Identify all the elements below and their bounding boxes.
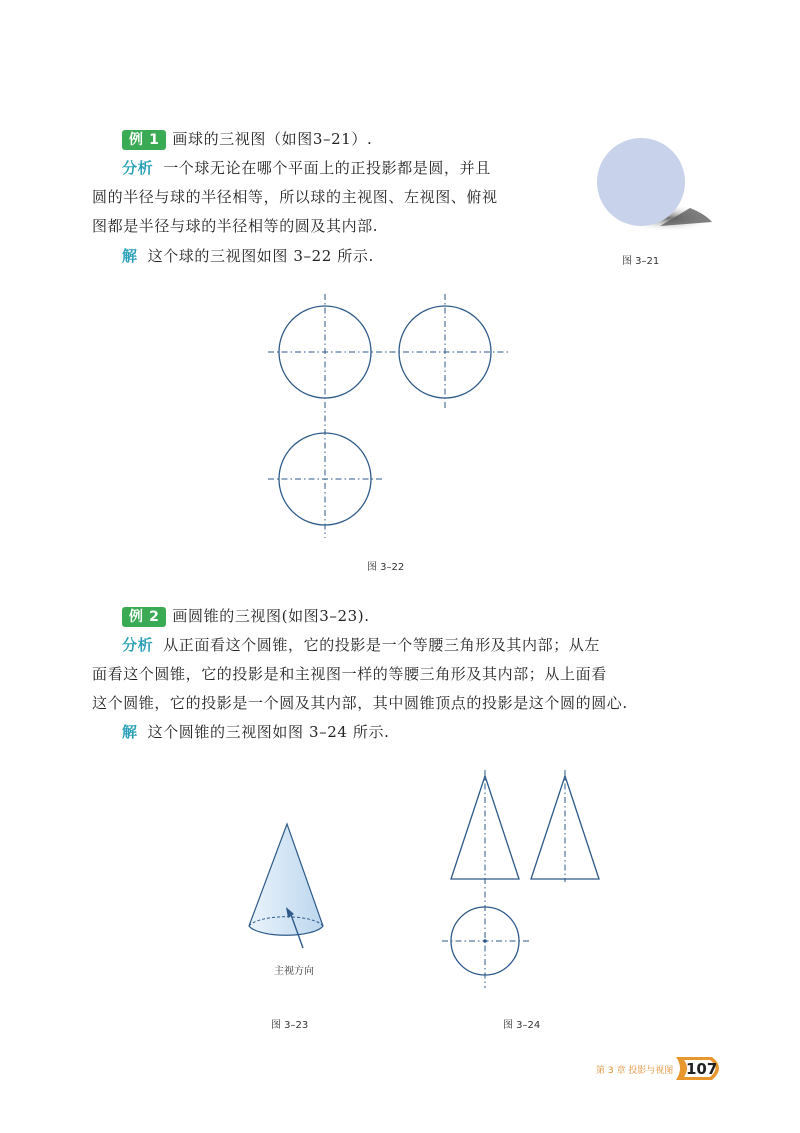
fig3-22-caption: 图 3–22	[367, 562, 405, 573]
example1-analysis-label: 分析	[122, 159, 154, 177]
example2-title: 画圆锥的三视图(如图3–23).	[172, 607, 370, 625]
example2-solution-text: 这个圆锥的三视图如图 3–24 所示.	[147, 723, 390, 741]
example1-analysis-text1: 一个球无论在哪个平面上的正投影都是圆，并且	[163, 159, 491, 177]
example1-analysis-line3: 图都是半径与球的半径相等的圆及其内部.	[92, 217, 379, 235]
fig3-24-caption: 图 3–24	[503, 1020, 541, 1031]
fig3-23-caption: 图 3–23	[271, 1020, 309, 1031]
example1-solution-label: 解	[122, 247, 138, 265]
example2-analysis-text1: 从正面看这个圆锥，它的投影是一个等腰三角形及其内部；从左	[163, 636, 601, 654]
example1-badge: 例 1	[122, 130, 166, 150]
example2-analysis-line1	[122, 634, 600, 656]
example2-solution-label: 解	[122, 723, 138, 741]
example2-analysis-line2: 面看这个圆锥，它的投影是和主视图一样的等腰三角形及其内部；从上面看	[92, 665, 607, 683]
fig3-23-cone	[249, 824, 323, 948]
view-direction-label: 主视方向	[274, 966, 314, 977]
example1-title: 画球的三视图（如图3–21）.	[172, 130, 373, 148]
fig3-21-caption: 图 3–21	[622, 256, 660, 267]
example2-badge: 例 2	[122, 607, 166, 627]
example1-analysis-line2: 圆的半径与球的半径相等，所以球的主视图、左视图、俯视	[92, 188, 498, 206]
fig3-21-sphere	[597, 138, 714, 232]
example2-solution	[122, 721, 389, 743]
example1-solution-text: 这个球的三视图如图 3–22 所示.	[147, 247, 374, 265]
example2-heading	[122, 605, 370, 627]
example2-analysis-line3: 这个圆锥，它的投影是一个圆及其内部，其中圆锥顶点的投影是这个圆的圆心.	[92, 694, 628, 712]
example2-analysis-label: 分析	[122, 636, 154, 654]
footer-chapter: 第 3 章 投影与视图	[596, 1066, 674, 1076]
page-number: 107	[686, 1060, 718, 1078]
